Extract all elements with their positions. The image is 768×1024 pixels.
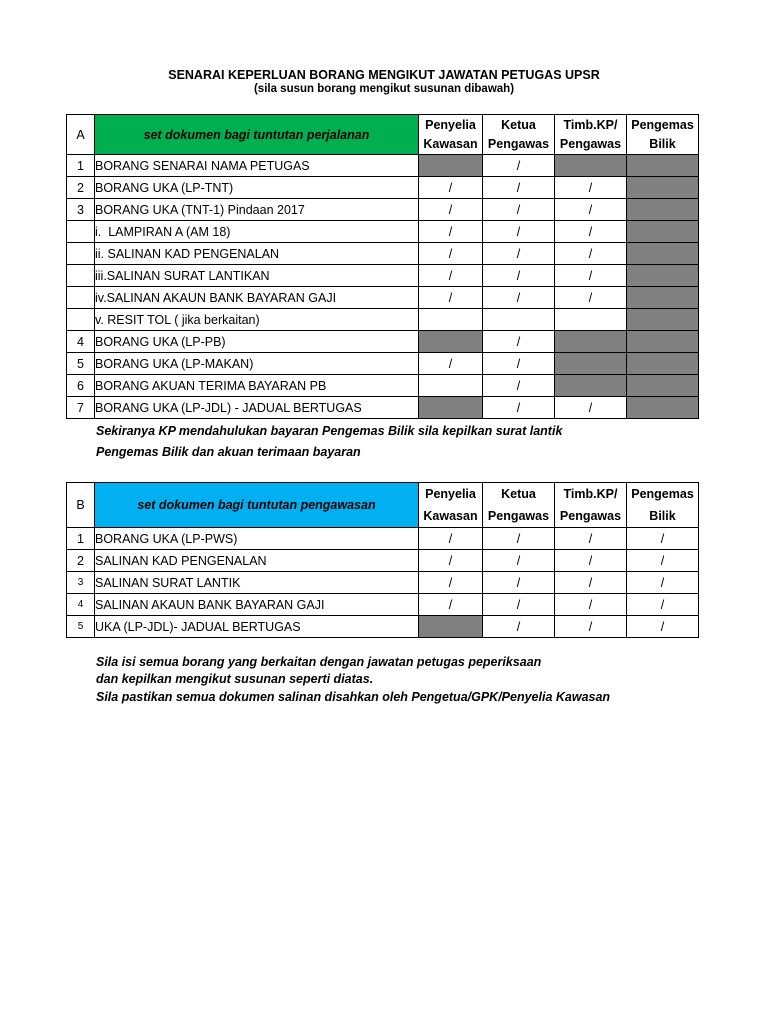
table-row [67,331,699,353]
cell-check: / [419,528,483,550]
table-a-letter: A [67,115,95,155]
row-item: BORANG AKUAN TERIMA BAYARAN PB [95,375,419,397]
cell-empty [419,309,483,331]
table-row [67,353,699,375]
row-item: BORANG UKA (TNT-1) Pindaan 2017 [95,199,419,221]
table-row [67,199,699,221]
cell-check: / [555,265,627,287]
row-number [67,287,95,309]
column-header-pengemas-bilik: Pengemas Bilik [627,483,699,528]
row-item: BORANG UKA (LP-PB) [95,331,419,353]
row-item: iv.SALINAN AKAUN BANK BAYARAN GAJI [95,287,419,309]
cell-not-applicable [627,221,699,243]
table-a-travel-claims [66,114,699,419]
row-item: ii. SALINAN KAD PENGENALAN [95,243,419,265]
column-header-timb-kp-pengawas: Timb.KP/ Pengawas [555,483,627,528]
cell-check: / [419,221,483,243]
cell-check: / [627,594,699,616]
row-number: 1 [67,155,95,177]
row-number: 4 [67,594,95,616]
table-row [67,375,699,397]
cell-check: / [555,594,627,616]
cell-check: / [555,243,627,265]
cell-check: / [627,528,699,550]
document-subtitle: (sila susun borang mengikut susunan dibawah) [253,83,515,95]
row-number [67,265,95,287]
cell-not-applicable [627,397,699,419]
cell-check: / [627,550,699,572]
cell-not-applicable [627,265,699,287]
cell-check: / [419,572,483,594]
row-item: SALINAN SURAT LANTIK [95,572,419,594]
table-b-letter: B [67,483,95,528]
cell-check: / [483,199,555,221]
cell-not-applicable [627,243,699,265]
cell-check: / [483,616,555,638]
column-header-ketua-pengawas: Ketua Pengawas [483,483,555,528]
cell-check: / [419,550,483,572]
cell-not-applicable [419,155,483,177]
cell-empty [483,309,555,331]
cell-check: / [483,550,555,572]
column-header-pengemas-bilik: Pengemas Bilik [627,115,699,155]
row-item: BORANG UKA (LP-TNT) [95,177,419,199]
cell-check: / [483,594,555,616]
cell-not-applicable [419,331,483,353]
cell-not-applicable [419,397,483,419]
table-row [67,221,699,243]
cell-check: / [483,177,555,199]
cell-check: / [419,265,483,287]
cell-check: / [483,243,555,265]
cell-check: / [483,287,555,309]
table-a-note-line-2: Pengemas Bilik dan akuan terimaan bayaran [96,445,361,459]
document-title: SENARAI KEPERLUAN BORANG MENGIKUT JAWATAN PETUGAS UPSR [168,68,600,82]
cell-check: / [483,353,555,375]
cell-check: / [555,572,627,594]
cell-check: / [483,331,555,353]
cell-check: / [627,572,699,594]
cell-check: / [419,287,483,309]
footer-note-line-1: Sila isi semua borang yang berkaitan dengan jawatan petugas peperiksaan [96,655,542,669]
cell-check: / [555,177,627,199]
row-item: SALINAN AKAUN BANK BAYARAN GAJI [95,594,419,616]
row-item: v. RESIT TOL ( jika berkaitan) [95,309,419,331]
table-a-note-line-1: Sekiranya KP mendahulukan bayaran Pengemas Bilik sila kepilkan surat lantik [96,424,563,438]
cell-check: / [483,155,555,177]
row-item: BORANG UKA (LP-PWS) [95,528,419,550]
cell-not-applicable [555,375,627,397]
table-row [67,243,699,265]
table-row [67,572,699,594]
column-header-penyelia-kawasan: Penyelia Kawasan [419,115,483,155]
row-item: i. LAMPIRAN A (AM 18) [95,221,419,243]
table-b-set-label: set dokumen bagi tuntutan pengawasan [95,483,419,528]
cell-check: / [419,353,483,375]
row-number: 5 [67,353,95,375]
column-header-timb-kp-pengawas: Timb.KP/ Pengawas [555,115,627,155]
column-header-penyelia-kawasan: Penyelia Kawasan [419,483,483,528]
cell-not-applicable [627,155,699,177]
cell-check: / [483,572,555,594]
cell-check: / [419,177,483,199]
cell-check: / [555,397,627,419]
table-row [67,177,699,199]
table-row [67,616,699,638]
table-row [67,309,699,331]
row-item: UKA (LP-JDL)- JADUAL BERTUGAS [95,616,419,638]
cell-not-applicable [627,309,699,331]
cell-check: / [483,397,555,419]
cell-check: / [483,375,555,397]
cell-check: / [555,287,627,309]
table-row [67,594,699,616]
cell-not-applicable [555,353,627,375]
cell-not-applicable [555,331,627,353]
cell-check: / [483,528,555,550]
table-row [67,265,699,287]
cell-not-applicable [627,199,699,221]
table-row [67,528,699,550]
cell-check: / [555,550,627,572]
row-number [67,309,95,331]
cell-not-applicable [555,155,627,177]
cell-check: / [419,594,483,616]
row-number [67,243,95,265]
row-number: 6 [67,375,95,397]
row-item: BORANG SENARAI NAMA PETUGAS [95,155,419,177]
footer-note-line-2: dan kepilkan mengikut susunan seperti diatas. [96,672,374,686]
table-row [67,155,699,177]
cell-check: / [555,528,627,550]
cell-not-applicable [627,375,699,397]
row-number: 2 [67,177,95,199]
cell-empty [419,375,483,397]
table-row [67,550,699,572]
cell-not-applicable [627,331,699,353]
cell-not-applicable [627,287,699,309]
table-row [67,397,699,419]
row-item: BORANG UKA (LP-JDL) - JADUAL BERTUGAS [95,397,419,419]
row-item: BORANG UKA (LP-MAKAN) [95,353,419,375]
row-number: 7 [67,397,95,419]
row-number [67,221,95,243]
cell-check: / [419,243,483,265]
table-a-set-label: set dokumen bagi tuntutan perjalanan [95,115,419,155]
table-a-header-row [67,115,699,155]
row-number: 4 [67,331,95,353]
table-b-supervision-claims [66,482,699,638]
cell-check: / [555,616,627,638]
table-b-header-row [67,483,699,528]
cell-check: / [555,199,627,221]
cell-not-applicable [419,616,483,638]
row-number: 1 [67,528,95,550]
row-number: 3 [67,199,95,221]
cell-check: / [483,221,555,243]
cell-not-applicable [627,177,699,199]
row-number: 3 [67,572,95,594]
cell-check: / [627,616,699,638]
column-header-ketua-pengawas: Ketua Pengawas [483,115,555,155]
cell-check: / [419,199,483,221]
footer-note-line-3: Sila pastikan semua dokumen salinan disahkan oleh Pengetua/GPK/Penyelia Kawasan [96,690,611,704]
cell-check: / [483,265,555,287]
table-row [67,287,699,309]
row-item: iii.SALINAN SURAT LANTIKAN [95,265,419,287]
row-number: 2 [67,550,95,572]
cell-check: / [555,221,627,243]
row-item: SALINAN KAD PENGENALAN [95,550,419,572]
cell-empty [555,309,627,331]
row-number: 5 [67,616,95,638]
cell-not-applicable [627,353,699,375]
